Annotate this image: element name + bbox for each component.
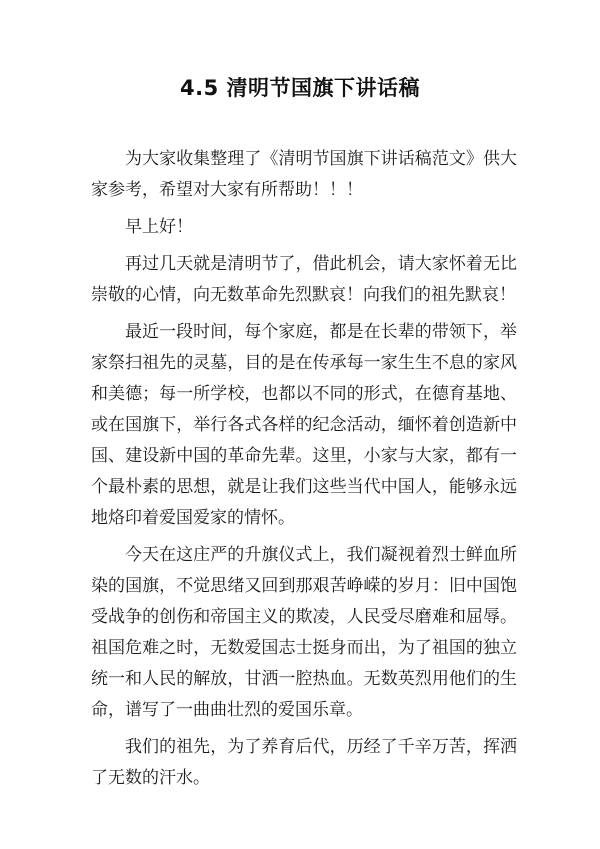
document-body [91, 144, 517, 794]
paragraph-greeting: 早上好！ [125, 217, 193, 237]
paragraph-intro: 为大家收集整理了《清明节国旗下讲话稿范文》供大家参考，希望对大家有所帮助！！！ [91, 149, 517, 200]
paragraph-qingming: 再过几天就是清明节了，借此机会，请大家怀着无比崇敬的心情，向无数革命先烈默哀！向我们的祖先默哀！ [91, 254, 517, 305]
paragraph-ancestors: 我们的祖先，为了养育后代，历经了千辛万苦，挥洒了无数的汗水。 [91, 737, 517, 788]
paragraph-family-school: 最近一段时间，每个家庭，都是在长辈的带领下，举家祭扫祖先的灵墓，目的是在传承每一家生生不息的家风和美德；每一所学校，也都以不同的形式，在德育基地、或在国旗下，举行各式各样的纪念活动，缅怀着创造新中国、建设新中国的革命先辈。这里，小家与大家，都有一个最朴素的思想，就是让我们这些当代中国人，能够永远地烙印着爱国爱家的情怀。 [91, 322, 517, 528]
paragraph-flag-ceremony: 今天在这庄严的升旗仪式上，我们凝视着烈士鲜血所染的国旗，不觉思绪又回到那艰苦峥嵘的岁月：旧中国饱受战争的创伤和帝国主义的欺凌，人民受尽磨难和屈辱。祖国危难之时，无数爱国志士挺身而出，为了祖国的独立统一和人民的解放，甘洒一腔热血。无数英烈用他们的生命，谱写了一曲曲壮烈的爱国乐章。 [91, 545, 517, 720]
document-title: 4.5 清明节国旗下讲话稿 [179, 76, 420, 100]
